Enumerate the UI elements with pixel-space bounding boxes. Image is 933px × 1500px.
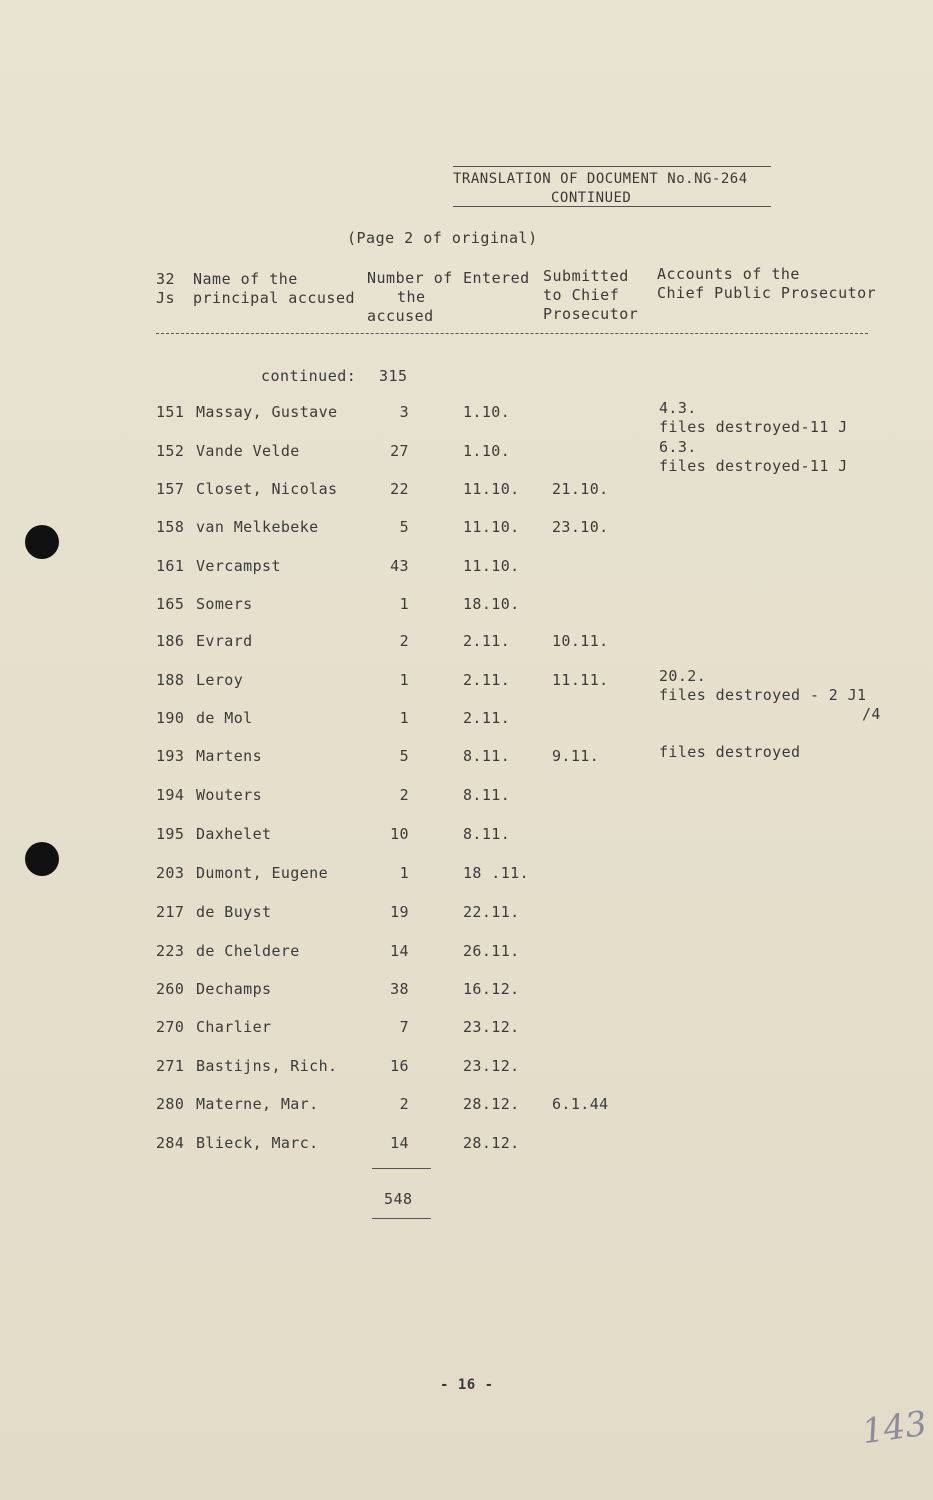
column-header-line: Entered — [463, 269, 530, 287]
row-entered: 8.11. — [463, 825, 511, 843]
total-rule-top — [372, 1168, 431, 1169]
row-number: 271 — [156, 1057, 185, 1075]
continued-value: 315 — [379, 367, 408, 385]
document-title: TRANSLATION OF DOCUMENT No.NG-264 — [453, 171, 748, 187]
row-count: 2 — [399, 786, 409, 804]
column-header-line: Prosecutor — [543, 305, 639, 323]
row-entered: 11.10. — [463, 518, 520, 536]
row-entered: 18.10. — [463, 595, 520, 613]
row-name: Materne, Mar. — [196, 1095, 319, 1113]
row-count: 19 — [390, 903, 409, 921]
row-name: Wouters — [196, 786, 263, 804]
document-subtitle: CONTINUED — [551, 190, 632, 206]
row-number: 190 — [156, 709, 185, 727]
row-submitted: 23.10. — [552, 518, 609, 536]
row-count: 1 — [399, 595, 409, 613]
row-name: Massay, Gustave — [196, 403, 338, 421]
row-entered: 28.12. — [463, 1095, 520, 1113]
row-number: 284 — [156, 1134, 185, 1152]
row-number: 157 — [156, 480, 185, 498]
row-account-line: files destroyed-11 J — [659, 418, 848, 436]
row-entered: 18 .11. — [463, 864, 530, 882]
row-number: 161 — [156, 557, 185, 575]
row-name: Charlier — [196, 1018, 272, 1036]
column-header-line: Js — [156, 289, 176, 307]
row-entered: 1.10. — [463, 442, 511, 460]
row-count: 27 — [390, 442, 409, 460]
row-account-line: /4 — [862, 705, 881, 723]
row-account-line: 20.2. — [659, 667, 707, 685]
row-name: de Buyst — [196, 903, 272, 921]
row-number: 194 — [156, 786, 185, 804]
page-number: - 16 - — [440, 1377, 494, 1393]
row-number: 186 — [156, 632, 185, 650]
column-header-line: Number of — [367, 269, 453, 287]
row-account-line: 4.3. — [659, 399, 697, 417]
row-name: Daxhelet — [196, 825, 272, 843]
column-header-line: to Chief — [543, 286, 620, 304]
column-header-line: Name of the — [193, 270, 298, 288]
row-entered: 22.11. — [463, 903, 520, 921]
row-number: 193 — [156, 747, 185, 765]
row-count: 5 — [399, 518, 409, 536]
row-count: 14 — [390, 942, 409, 960]
column-header-line: principal accused — [193, 289, 356, 307]
row-entered: 2.11. — [463, 709, 511, 727]
punch-hole-icon — [25, 525, 59, 559]
row-account-line: files destroyed-11 J — [659, 457, 848, 475]
total-count: 548 — [384, 1190, 413, 1208]
row-account-line: files destroyed - 2 J1 — [659, 686, 867, 704]
row-count: 1 — [399, 709, 409, 727]
row-count: 2 — [399, 1095, 409, 1113]
total-rule-bottom — [372, 1218, 431, 1219]
row-name: de Mol — [196, 709, 253, 727]
column-header-line: Accounts of the — [657, 265, 800, 283]
punch-hole-icon — [25, 842, 59, 876]
row-number: 203 — [156, 864, 185, 882]
row-entered: 2.11. — [463, 632, 511, 650]
row-count: 3 — [399, 403, 409, 421]
row-number: 260 — [156, 980, 185, 998]
row-number: 158 — [156, 518, 185, 536]
row-name: Vande Velde — [196, 442, 300, 460]
row-submitted: 9.11. — [552, 747, 600, 765]
row-name: Dechamps — [196, 980, 272, 998]
row-count: 38 — [390, 980, 409, 998]
row-account-line: 6.3. — [659, 438, 697, 456]
column-header-line: 32 — [156, 270, 176, 288]
row-count: 7 — [399, 1018, 409, 1036]
row-count: 1 — [399, 671, 409, 689]
row-entered: 23.12. — [463, 1057, 520, 1075]
row-number: 280 — [156, 1095, 185, 1113]
row-entered: 11.10. — [463, 480, 520, 498]
row-name: Somers — [196, 595, 253, 613]
row-name: Closet, Nicolas — [196, 480, 338, 498]
row-name: Martens — [196, 747, 263, 765]
row-number: 270 — [156, 1018, 185, 1036]
row-name: Vercampst — [196, 557, 281, 575]
title-top-rule — [453, 166, 771, 167]
row-number: 223 — [156, 942, 185, 960]
row-submitted: 6.1.44 — [552, 1095, 609, 1113]
row-entered: 8.11. — [463, 747, 511, 765]
row-count: 16 — [390, 1057, 409, 1075]
header-divider — [156, 333, 868, 334]
row-count: 2 — [399, 632, 409, 650]
row-name: Leroy — [196, 671, 244, 689]
row-entered: 16.12. — [463, 980, 520, 998]
row-count: 5 — [399, 747, 409, 765]
row-submitted: 10.11. — [552, 632, 609, 650]
row-count: 14 — [390, 1134, 409, 1152]
row-name: van Melkebeke — [196, 518, 319, 536]
handwritten-archive-number: 143 — [859, 1403, 930, 1453]
row-name: Blieck, Marc. — [196, 1134, 319, 1152]
row-submitted: 11.11. — [552, 671, 609, 689]
row-count: 1 — [399, 864, 409, 882]
row-name: Dumont, Eugene — [196, 864, 329, 882]
page-note: (Page 2 of original) — [347, 229, 538, 247]
row-name: de Cheldere — [196, 942, 300, 960]
row-submitted: 21.10. — [552, 480, 609, 498]
row-account-line: files destroyed — [659, 743, 801, 761]
row-number: 195 — [156, 825, 185, 843]
column-header-line: Chief Public Prosecutor — [657, 284, 877, 302]
row-entered: 1.10. — [463, 403, 511, 421]
row-number: 151 — [156, 403, 185, 421]
continued-label: continued: — [261, 367, 357, 385]
row-number: 217 — [156, 903, 185, 921]
row-number: 188 — [156, 671, 185, 689]
row-count: 22 — [390, 480, 409, 498]
row-name: Bastijns, Rich. — [196, 1057, 338, 1075]
row-entered: 8.11. — [463, 786, 511, 804]
row-entered: 28.12. — [463, 1134, 520, 1152]
column-header-line: Submitted — [543, 267, 629, 285]
row-count: 10 — [390, 825, 409, 843]
row-number: 152 — [156, 442, 185, 460]
column-header-line: accused — [367, 307, 434, 325]
row-entered: 11.10. — [463, 557, 520, 575]
row-number: 165 — [156, 595, 185, 613]
row-count: 43 — [390, 557, 409, 575]
row-entered: 2.11. — [463, 671, 511, 689]
row-entered: 23.12. — [463, 1018, 520, 1036]
row-name: Evrard — [196, 632, 253, 650]
column-header-line: the — [397, 288, 426, 306]
title-bottom-rule — [453, 206, 771, 207]
row-entered: 26.11. — [463, 942, 520, 960]
